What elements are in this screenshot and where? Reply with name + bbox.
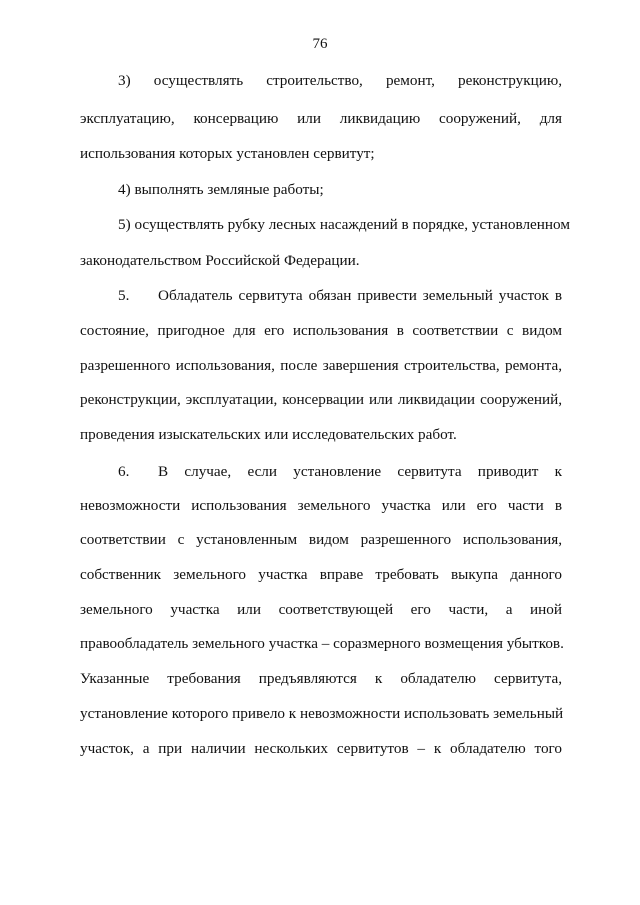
page-number: 76 [312, 36, 328, 52]
text-line: земельного участка или соответствующей его части, а иной [80, 601, 562, 618]
text-line: Обладатель сервитута обязан привести земельный участок в [158, 287, 562, 304]
paragraph-number: 5. [118, 287, 130, 304]
text-line: проведения изыскательских или исследовательских работ. [80, 426, 457, 443]
text-line: невозможности использования земельного участка или его части в [80, 497, 562, 514]
text-line: 5) осуществлять рубку лесных насаждений в порядке, установленном [118, 216, 570, 233]
text-line: правообладатель земельного участка – соразмерного возмещения убытков. [80, 635, 564, 652]
text-line: Указанные требования предъявляются к обладателю сервитута, [80, 670, 562, 687]
text-line: разрешенного использования, после завершения строительства, ремонта, [80, 357, 562, 374]
text-line: установление которого привело к невозможности использовать земельный [80, 705, 564, 722]
text-line: использования которых установлен сервитут; [80, 145, 375, 162]
text-line: реконструкции, эксплуатации, консервации или ликвидации сооружений, [80, 391, 562, 408]
text-line: собственник земельного участка вправе требовать выкупа данного [80, 566, 562, 583]
text-line: состояние, пригодное для его использования в соответствии с видом [80, 322, 562, 339]
text-line: 4) выполнять земляные работы; [118, 181, 324, 198]
text-line: соответствии с установленным видом разрешенного использования, [80, 531, 562, 548]
text-line: эксплуатацию, консервацию или ликвидацию сооружений, для [80, 110, 562, 127]
text-line: участок, а при наличии нескольких сервитутов – к обладателю того [80, 740, 562, 757]
text-line: 3) осуществлять строительство, ремонт, реконструкцию, [118, 72, 562, 89]
text-line: В случае, если установление сервитута приводит к [158, 463, 562, 480]
text-line: законодательством Российской Федерации. [80, 252, 360, 269]
paragraph-number: 6. [118, 463, 130, 480]
